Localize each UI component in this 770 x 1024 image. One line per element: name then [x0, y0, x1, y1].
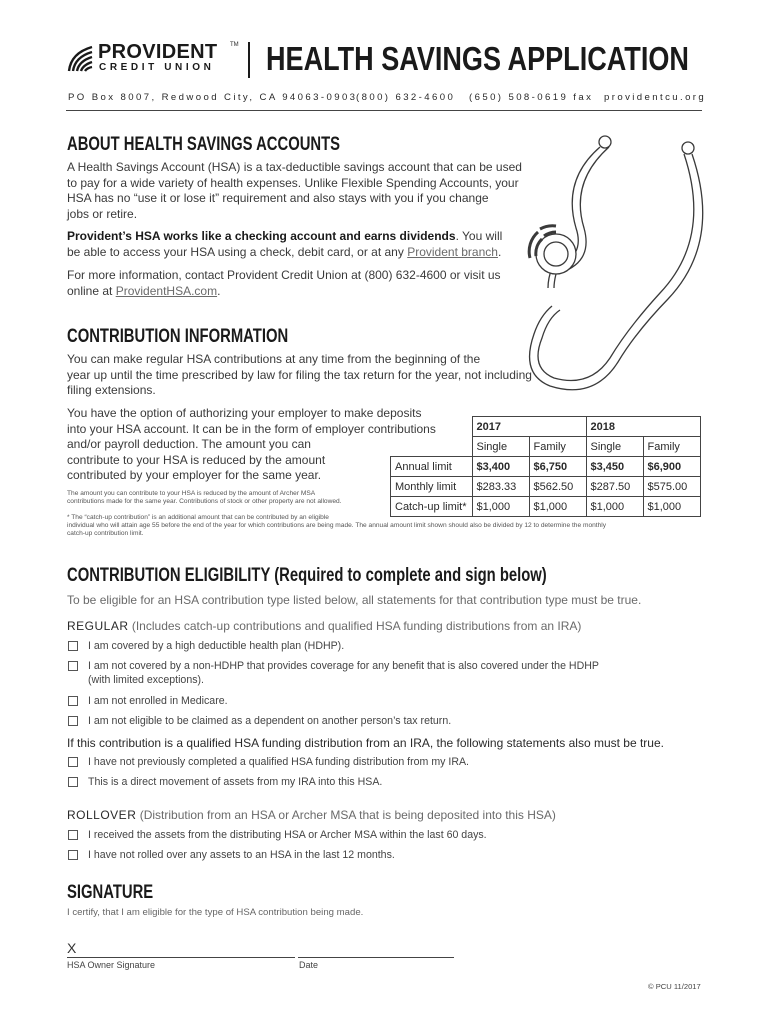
footnote-line: catch-up contribution limit.: [67, 530, 144, 537]
rollover-checkbox-2[interactable]: [68, 850, 78, 860]
ira-checkbox-1[interactable]: [68, 757, 78, 767]
about-text: .: [497, 244, 502, 259]
employer-line: contribute to your HSA is reduced by the amount: [67, 452, 326, 467]
about-text: online at: [67, 283, 116, 298]
provident-branch-link[interactable]: Provident branch: [407, 244, 498, 259]
ira-checkbox-2[interactable]: [68, 777, 78, 787]
employer-line: You have the option of authorizing your employer to make deposits: [67, 406, 422, 420]
regular-statement-continued: (with limited exceptions).: [88, 674, 204, 686]
table-cell: $575.00: [643, 477, 700, 497]
regular-label: REGULAR: [67, 619, 129, 633]
archer-msa-note: [67, 490, 387, 506]
note-line: contributions made for the same year. Contributions of stock or other property are not allowed.: [67, 498, 342, 505]
rollover-statement: I received the assets from the distributing HSA or Archer MSA within the last 60 days.: [88, 829, 487, 841]
column-header: Family: [643, 437, 700, 457]
table-cell: $283.33: [472, 477, 529, 497]
website: providentcu.org: [604, 92, 707, 103]
row-label: Monthly limit: [391, 477, 473, 497]
table-cell: $562.50: [529, 477, 586, 497]
about-text: For more information, contact Provident Credit Union at (800) 632-4600 or visit us: [67, 268, 501, 282]
about-text: . You will: [455, 229, 503, 243]
regular-section-label: [67, 619, 581, 633]
table-cell: $3,400: [472, 457, 529, 477]
contribution-line: year up until the time prescribed by law for filing the tax return for the year, not including: [67, 367, 532, 382]
fax-number: (650) 508-0619 fax: [469, 92, 594, 103]
employer-line: contributed by your employer for the same year.: [67, 468, 322, 483]
about-contact: [67, 268, 537, 299]
rollover-label: ROLLOVER: [67, 808, 137, 822]
catch-up-footnote: [67, 514, 707, 538]
about-line: jobs or retire.: [67, 206, 138, 221]
date-label: Date: [299, 960, 319, 970]
form-code: © PCU 11/2017: [648, 982, 701, 991]
logo-mark-icon: [66, 44, 96, 74]
table-cell: $6,750: [529, 457, 586, 477]
rollover-section-label: [67, 808, 556, 822]
eligibility-heading: CONTRIBUTION ELIGIBILITY (Required to complete and sign below): [67, 565, 547, 586]
year-header: 2017: [472, 417, 586, 437]
ira-statement: If this contribution is a qualified HSA funding distribution from an IRA, the following statements also must be true.: [67, 736, 664, 750]
date-field[interactable]: [298, 957, 454, 958]
signature-field[interactable]: [67, 957, 295, 958]
table-year-row: [391, 417, 701, 437]
about-line: HSA has no “use it or lose it” requirement and also stays with you if you change: [67, 191, 489, 206]
about-text: be able to access your HSA using a check, debit card, or at any: [67, 244, 408, 259]
regular-checkbox-3[interactable]: [68, 696, 78, 706]
table-cell: $287.50: [586, 477, 643, 497]
header-rule: [66, 110, 702, 111]
signature-x-mark: X: [67, 940, 77, 956]
page-title: HEALTH SAVINGS APPLICATION: [266, 40, 689, 77]
regular-statement: I am not covered by a non-HDHP that provides coverage for any benefit that is also covered under the HDHP: [88, 660, 599, 672]
regular-note: (Includes catch-up contributions and qualified HSA funding distributions from an IRA): [128, 619, 582, 633]
about-paragraph: [67, 160, 547, 222]
table-cell: $1,000: [586, 497, 643, 517]
year-header: 2018: [586, 417, 700, 437]
regular-checkbox-2[interactable]: [68, 661, 78, 671]
employer-line: into your HSA account. It can be in the form of employer contributions: [67, 421, 436, 436]
contribution-line: You can make regular HSA contributions at any time from the beginning of the: [67, 352, 481, 366]
logo-trademark: TM: [230, 42, 239, 48]
table-cell: $1,000: [529, 497, 586, 517]
row-label: Catch-up limit*: [391, 497, 473, 517]
provident-hsa-link[interactable]: ProvidentHSA.com: [115, 283, 218, 298]
table-cell: $3,450: [586, 457, 643, 477]
regular-checkbox-1[interactable]: [68, 641, 78, 651]
header-divider: [248, 42, 250, 78]
row-label: Annual limit: [391, 457, 473, 477]
contribution-limits-table: [390, 416, 701, 517]
footnote-line: individual who will attain age 55 before the end of the year for which contributions are being made. The annual amount limit shown should also be divided by 12 to determine the monthly: [67, 522, 607, 529]
eligibility-intro: To be eligible for an HSA contribution type listed below, all statements for that contribution type must be true.: [67, 593, 642, 607]
column-header: Family: [529, 437, 586, 457]
logo-subname: CREDIT UNION: [99, 62, 215, 73]
about-line: to pay for a wide variety of health expenses. Unlike Flexible Spending Accounts, your: [67, 175, 519, 190]
table-cell: $1,000: [643, 497, 700, 517]
provident-logo: [66, 41, 241, 80]
regular-statement: I am not eligible to be claimed as a dependent on another person’s tax return.: [88, 715, 452, 727]
column-header: Single: [586, 437, 643, 457]
table-row: [391, 457, 701, 477]
table-subheader-row: [391, 437, 701, 457]
rollover-statement: I have not rolled over any assets to an HSA in the last 12 months.: [88, 849, 395, 861]
about-features: [67, 229, 537, 260]
about-heading: ABOUT HEALTH SAVINGS ACCOUNTS: [67, 134, 341, 155]
table-row: [391, 477, 701, 497]
note-line: The amount you can contribute to your HSA is reduced by the amount of Archer MSA: [67, 490, 316, 497]
owner-signature-label: HSA Owner Signature: [67, 960, 156, 970]
table-cell: $1,000: [472, 497, 529, 517]
hsa-feature-highlight: Provident’s HSA works like a checking account and earns dividends: [67, 229, 456, 243]
rollover-note: (Distribution from an HSA or Archer MSA that is being deposited into this HSA): [136, 808, 556, 822]
about-line: A Health Savings Account (HSA) is a tax-deductible savings account that can be used: [67, 160, 522, 174]
signature-heading: SIGNATURE: [67, 882, 154, 903]
column-header: Single: [472, 437, 529, 457]
logo-name: PROVIDENT: [98, 41, 218, 63]
employer-line: and/or payroll deduction. The amount you can: [67, 437, 311, 452]
table-cell: $6,900: [643, 457, 700, 477]
certification-text: I certify, that I am eligible for the type of HSA contribution being made.: [67, 907, 364, 918]
contribution-heading: CONTRIBUTION INFORMATION: [67, 326, 289, 347]
regular-checkbox-4[interactable]: [68, 716, 78, 726]
mailing-address: PO Box 8007, Redwood City, CA 94063-0903: [68, 92, 358, 103]
about-text: .: [217, 283, 221, 298]
phone-number: (800) 632-4600: [356, 92, 456, 103]
contribution-line: filing extensions.: [67, 383, 156, 398]
regular-statement: I am not enrolled in Medicare.: [88, 695, 228, 707]
ira-statement-item: This is a direct movement of assets from my IRA into this HSA.: [88, 776, 383, 788]
footnote-line: * The “catch-up contribution” is an additional amount that can be contributed by an eligible: [67, 514, 329, 521]
regular-statement: I am covered by a high deductible health plan (HDHP).: [88, 640, 345, 652]
rollover-checkbox-1[interactable]: [68, 830, 78, 840]
contribution-paragraph: [67, 352, 567, 399]
ira-statement-item: I have not previously completed a qualified HSA funding distribution from my IRA.: [88, 756, 469, 768]
